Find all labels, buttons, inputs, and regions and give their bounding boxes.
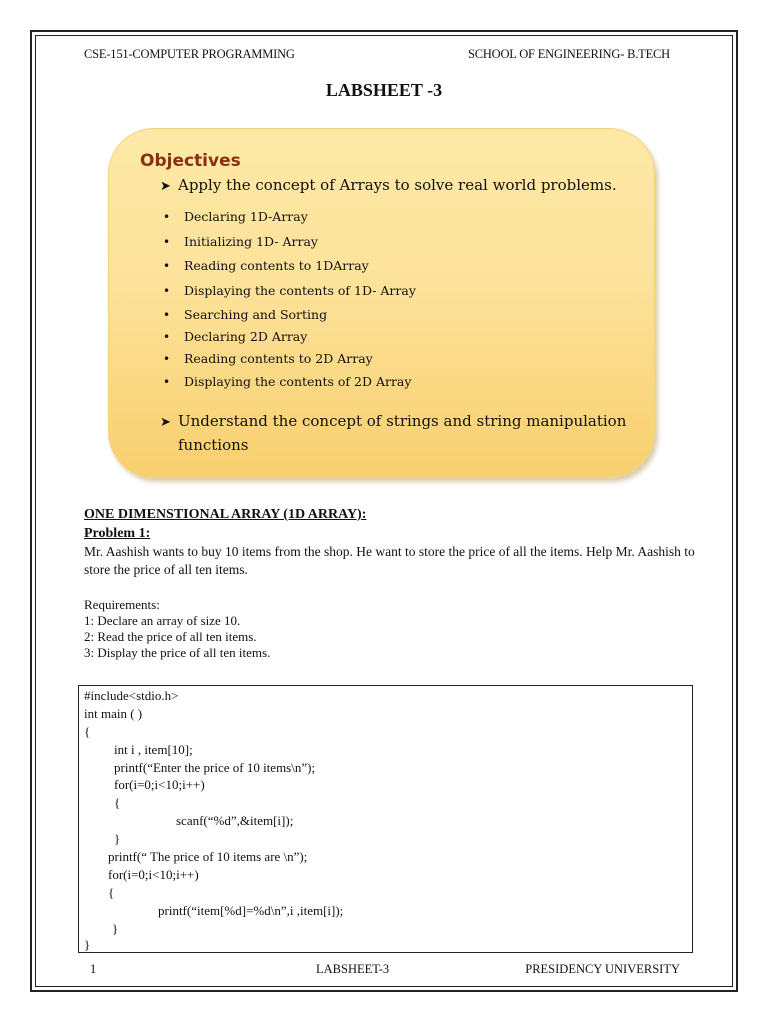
list-item: • Declaring 2D Array xyxy=(163,325,416,347)
code-line: int i , item[10]; xyxy=(114,742,193,757)
objective-main-2: ➤ Understand the concept of strings and string manipulation functions xyxy=(160,412,627,454)
requirement-item: 1: Declare an array of size 10. xyxy=(84,613,241,628)
problem-description: Mr. Aashish wants to buy 10 items from the shop. He want to store the price of all the items. Help Mr. Aashish to store the price of all ten items. xyxy=(84,544,695,577)
arrow-bullet-icon: ➤ xyxy=(160,179,171,194)
code-line: } xyxy=(112,921,119,936)
code-line: } xyxy=(84,937,91,952)
section-title: ONE DIMENSTIONAL ARRAY (1D ARRAY): xyxy=(84,507,367,522)
code-line: scanf(“%d”,&item[i]); xyxy=(176,813,294,828)
code-line: int main ( ) xyxy=(84,706,143,721)
list-item: • Displaying the contents of 1D- Array xyxy=(163,279,416,303)
page-title: LABSHEET -3 xyxy=(325,80,443,100)
objectives-heading: Objectives xyxy=(140,151,241,171)
code-line: #include<stdio.h> xyxy=(84,688,179,703)
list-item: • Displaying the contents of 2D Array xyxy=(163,370,416,393)
code-line: printf(“item[%d]=%d\n”,i ,item[i]); xyxy=(158,903,344,918)
list-item: • Declaring 1D-Array xyxy=(163,205,416,230)
list-item: • Initializing 1D- Array xyxy=(163,230,416,254)
code-line: for(i=0;i<10;i++) xyxy=(114,777,205,792)
code-line: { xyxy=(84,724,91,739)
code-line: printf(“Enter the price of 10 items\n”); xyxy=(114,760,316,775)
code-line: { xyxy=(114,795,121,810)
requirement-item: 2: Read the price of all ten items. xyxy=(84,629,257,644)
objectives-bullet-list xyxy=(163,205,416,393)
code-line: } xyxy=(114,831,121,846)
header-course: CSE-151-COMPUTER PROGRAMMING xyxy=(84,47,295,61)
list-item: • Reading contents to 2D Array xyxy=(163,347,416,370)
footer-labsheet: LABSHEET-3 xyxy=(316,962,390,976)
footer-university: PRESIDENCY UNIVERSITY xyxy=(525,962,680,976)
header-school: SCHOOL OF ENGINEERING- B.TECH xyxy=(467,47,670,61)
list-item: • Reading contents to 1DArray xyxy=(163,254,416,279)
requirements-heading: Requirements: xyxy=(84,597,160,612)
problem-title: Problem 1: xyxy=(84,526,151,541)
requirement-item: 3: Display the price of all ten items. xyxy=(84,645,271,660)
objective-main-1: ➤ Apply the concept of Arrays to solve real world problems. xyxy=(160,176,617,194)
code-line: for(i=0;i<10;i++) xyxy=(108,867,199,882)
code-line: { xyxy=(108,885,115,900)
list-item: • Searching and Sorting xyxy=(163,303,416,325)
arrow-bullet-icon: ➤ xyxy=(160,415,171,430)
footer-page-number: 1 xyxy=(90,962,97,976)
code-line: printf(“ The price of 10 items are \n”); xyxy=(108,849,308,864)
